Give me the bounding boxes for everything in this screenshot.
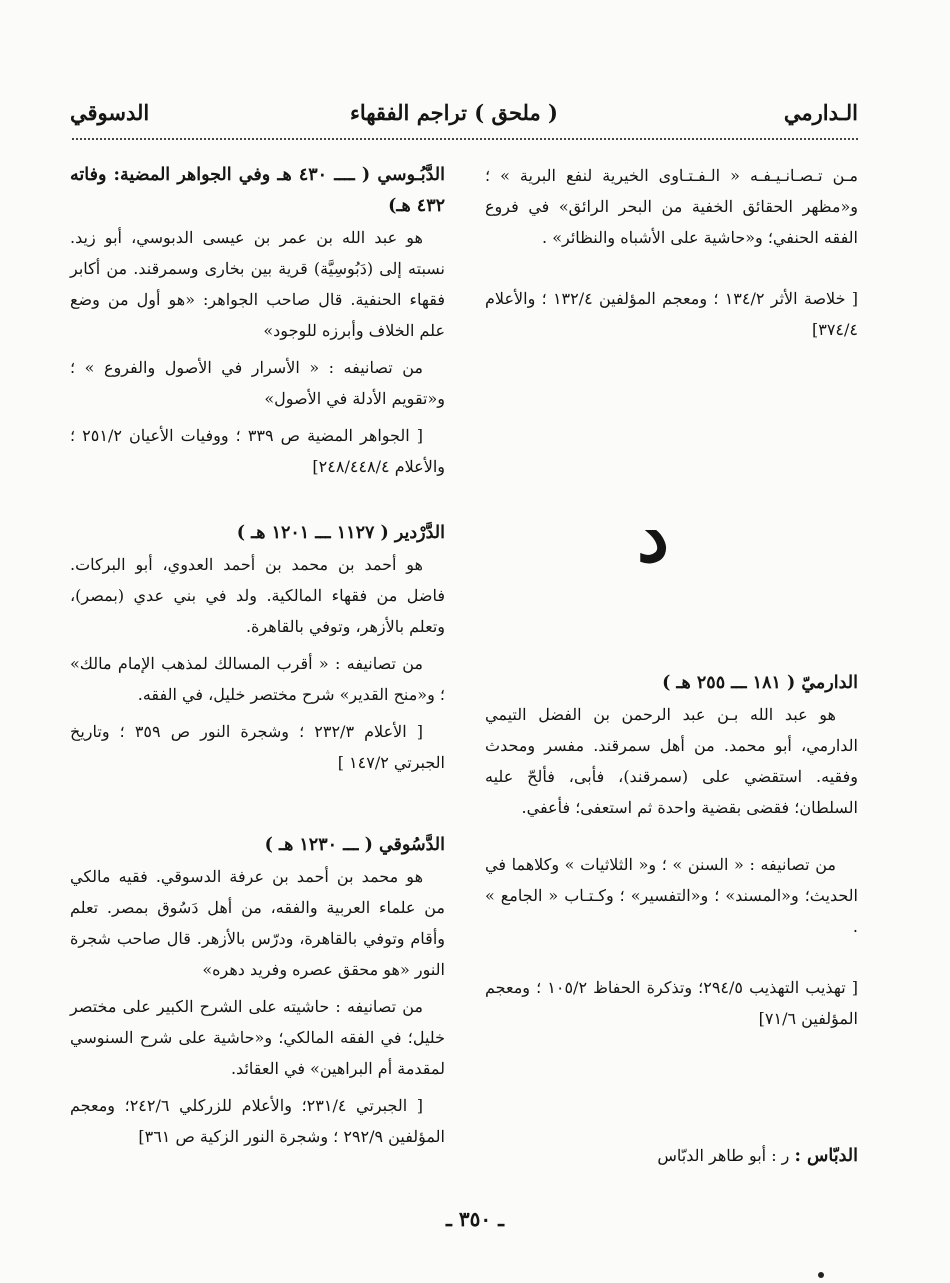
page-number: ـ ٣٥٠ ـ <box>446 1207 504 1231</box>
entry-sources: [ الجواهر المضية ص ٣٣٩ ؛ ووفيات الأعيان ٢٥١/٢ ؛ والأعلام ٢٤٨/٤٤٨/٤] <box>70 426 445 476</box>
entry-sources: [ الجبرتي ٢٣١/٤؛ والأعلام للزركلي ٢٤٢/٦؛ ومعجم المؤلفين ٢٩٢/٩ ؛ وشجرة النور الزكية ص ٣٦١] <box>70 1096 445 1146</box>
entry-title: الدَّرْدير ( ١١٢٧ ـــ ١٢٠١ هـ ) <box>236 523 445 543</box>
entry-dabbas <box>485 1140 858 1172</box>
entry-bio: هو عبد الله بن عمر بن عيسى الدبوسي، أبو زيد. نسبته إلى (دَبُوسِيَّة) قرية بين بخارى وسمرقند. من أكابر فقهاء الحنفية. قال صاحب الجواهر: «هو أول من وضع علم الخلاف وأبرزه للوجود» <box>70 228 445 340</box>
entry-sources: [ تهذيب التهذيب ٢٩٤/٥؛ وتذكرة الحفاظ ١٠٥/٢ ؛ ومعجم المؤلفين ٧١/٦] <box>485 978 858 1028</box>
continued-sources: [ خلاصة الأثر ١٣٤/٢ ؛ ومعجم المؤلفين ١٣٢/٤ ؛ والأعلام ٣٧٤/٤] <box>485 289 858 339</box>
header-left: الدسوقي <box>70 100 150 125</box>
header-rule <box>72 138 858 140</box>
entry-title: الدَّبُـوسي ( ــــ ٤٣٠ هـ وفي الجواهر المضية: وفاته ٤٣٢ هـ) <box>70 165 446 216</box>
entry-dardir <box>70 518 445 784</box>
section-letter: د <box>636 493 670 578</box>
entry-bio: هو أحمد بن محمد بن أحمد العدوي، أبو البركات. فاضل من فقهاء المالكية. ولد في بني عدي (بمصر)، وتعلم بالأزهر، وتوفي بالقاهرة. <box>70 555 445 636</box>
continued-works: مـن تـصـانـيـفـه « الـفـتـاوى الخيرية لنفع البرية » ؛ و«مظهر الحقائق الخفية من البحر الرائق» في فروع الفقه الحنفي؛ و«حاشية على الأشباه والنظائر» . <box>485 166 858 247</box>
entry-title: الدارميّ ( ١٨١ ـــ ٢٥٥ هـ ) <box>662 673 858 693</box>
header-right: الـدارمي <box>783 100 858 125</box>
entry-works: من تصانيفه : حاشيته على الشرح الكبير على مختصر خليل؛ في الفقه المالكي؛ و«حاشية على شرح السنوسي لمقدمة أم البراهين» في العقائد. <box>70 997 445 1078</box>
entry-bio: هو عبد الله بـن عبد الرحمن بن الفضل التيمي الدارمي، أبو محمد. من أهل سمرقند. مفسر ومحدث وفقيه. استقضي على (سمرقند)، فأبى، فألحّ عليه السلطان؛ فقضى بقضية واحدة ثم استعفى؛ فأعفي. <box>485 705 858 817</box>
entry-bio: هو محمد بن أحمد بن عرفة الدسوقي. فقيه مالكي من علماء العربية والفقه، من أهل دَسُوق بمصر. تعلم وأقام وتوفي بالقاهرة، ودرّس بالأزهر. قال صاحب شجرة النور «هو محقق عصره وفريد دهره» <box>70 867 445 979</box>
entry-title: الدَّسُوقي ( ـــ ١٢٣٠ هـ ) <box>264 835 445 855</box>
entry-dasuqi <box>70 830 445 1158</box>
entry-works: من تصانيفه : « الأسرار في الأصول والفروع » ؛ و«تقويم الأدلة في الأصول» <box>70 358 445 408</box>
scan-mark <box>818 1272 824 1278</box>
entry-continued <box>485 160 858 351</box>
cross-reference: ر : أبو طاهر الدبّاس <box>657 1146 790 1165</box>
header-center: ( ملحق ) تراجم الفقهاء <box>349 100 558 125</box>
entry-title: الدبّاس : <box>794 1146 858 1166</box>
entry-works: من تصانيفه : « السنن » ؛ و« الثلاثيات » وكلاهما في الحديث؛ و«المسند» ؛ و«التفسير» ؛ وكـتـاب « الجامع » . <box>485 855 858 936</box>
entry-dabusi <box>70 160 445 488</box>
entry-works: من تصانيفه : « أقرب المسالك لمذهب الإمام مالك» ؛ و«منح القدير» شرح مختصر خليل، في الفقه. <box>70 654 445 704</box>
running-header <box>70 100 858 136</box>
entry-darimi <box>485 668 858 1040</box>
entry-sources: [ الأعلام ٢٣٢/٣ ؛ وشجرة النور ص ٣٥٩ ؛ وتاريخ الجبرتي ١٤٧/٢ ] <box>70 722 445 772</box>
